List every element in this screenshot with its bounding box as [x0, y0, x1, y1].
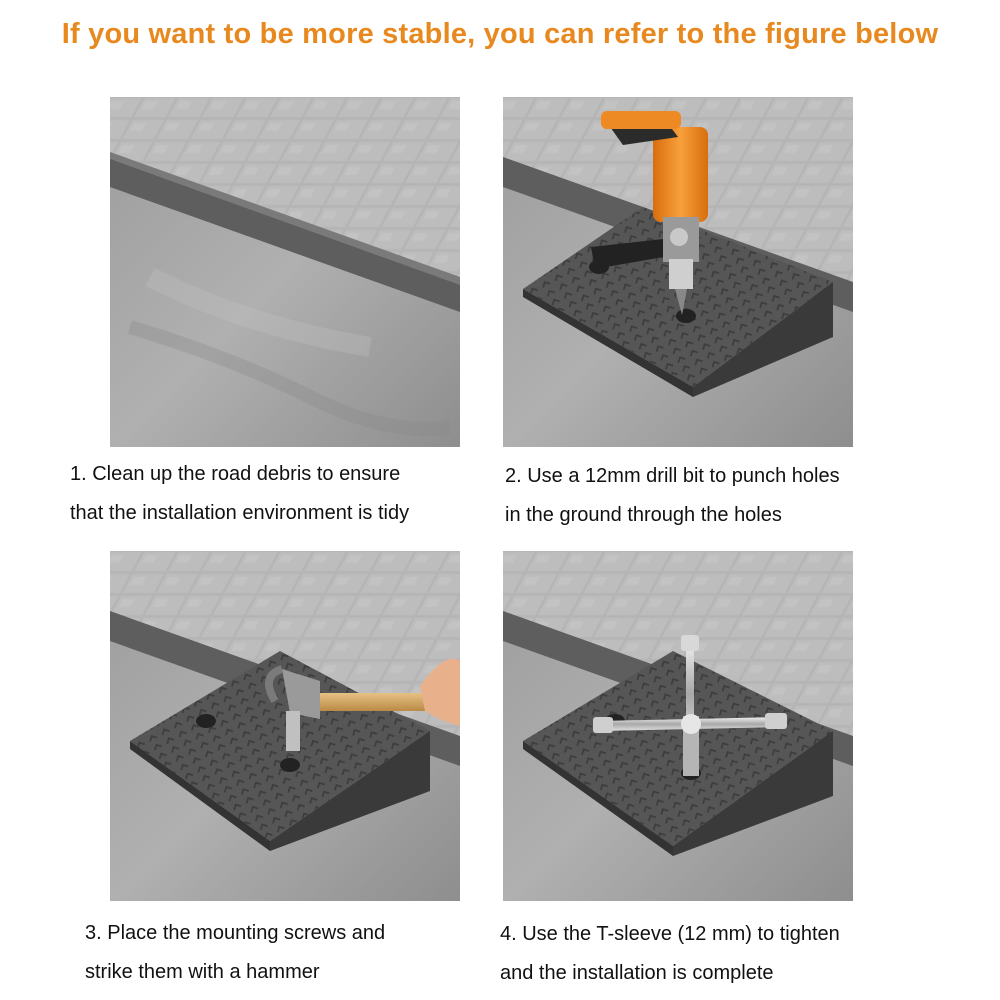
step-4-image-t-wrench	[503, 551, 853, 901]
step-2-caption: 2. Use a 12mm drill bit to punch holes in the ground through the holes	[505, 465, 840, 526]
step-4-caption: 4. Use the T-sleeve (12 mm) to tighten and the installation is complete	[500, 923, 840, 984]
step-1-image-clean-curb	[110, 97, 460, 447]
step-3-caption: 3. Place the mounting screws and strike them with a hammer	[85, 922, 386, 983]
step-3-image-hammer	[110, 551, 460, 901]
step-2-image-drill	[503, 97, 853, 447]
page-heading: If you want to be more stable, you can refer to the figure below	[61, 18, 939, 50]
step-1-caption: 1. Clean up the road debris to ensure that the installation environment is tidy	[70, 463, 410, 524]
